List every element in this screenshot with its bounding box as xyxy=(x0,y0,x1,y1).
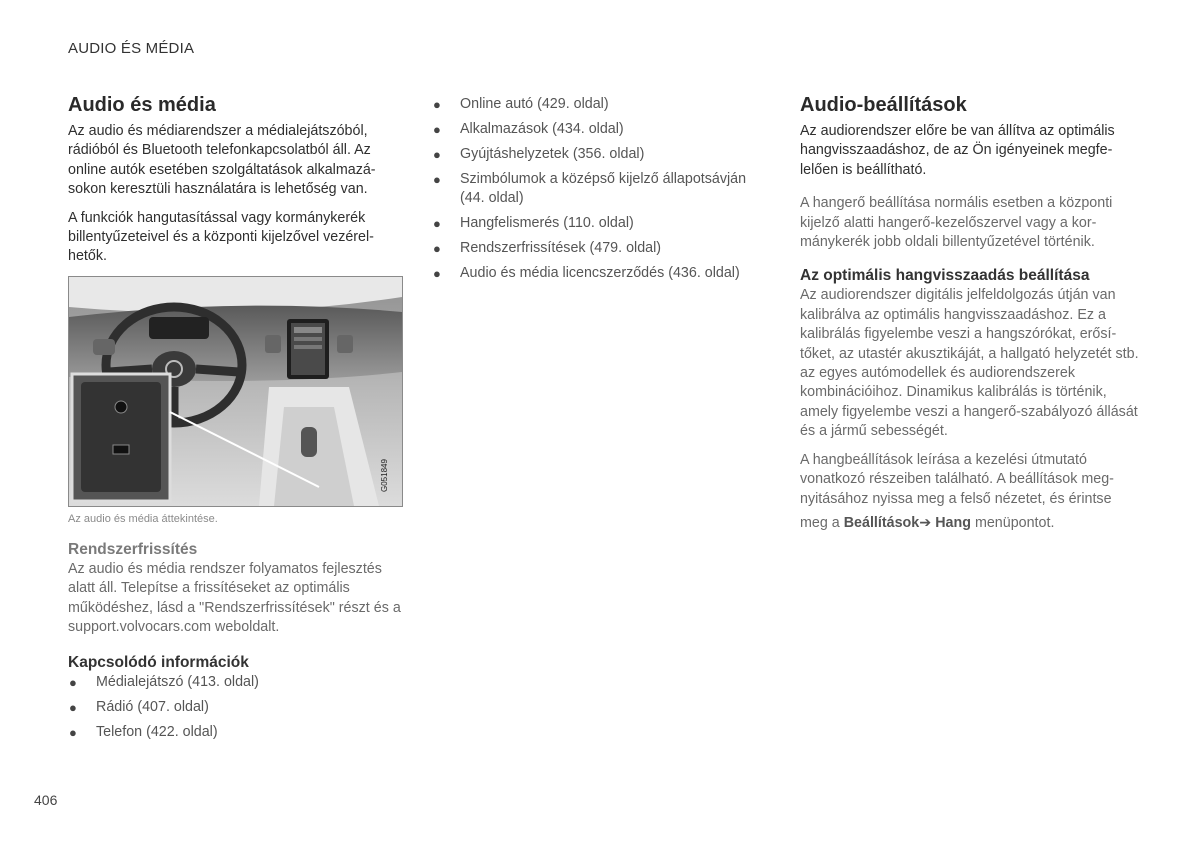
list-item[interactable]: ● Telefon (422. oldal) xyxy=(68,723,403,742)
intro-paragraph: Az audio és médiarendszer a médialejátszóból, rádióból és Bluetooth telefonkapcsolatból áll. Az online autók esetében szolgáltatások alkalmazá-sokon keresztüli használatára is lehetőség van. xyxy=(68,123,376,198)
list-item[interactable]: ● Audio és média licencszerződés (436. oldal) xyxy=(432,264,772,283)
list-item[interactable]: ● Gyújtáshelyzetek (356. oldal) xyxy=(432,145,772,164)
bullet-icon: ● xyxy=(69,700,77,716)
bullet-icon: ● xyxy=(433,265,441,281)
optimal-sound-text: Az audiorendszer digitális jelfeldolgozás útján van kalibrálva az optimális hangvisszaadáshoz. Ez a kalibrálás figyelembe veszi a hangszórókat, erősí-tőket, az utastér akusztikáját, a hallgató helyzetét stb. az egyes autómodellek és audiorendszerek kombinációihoz. Dinamikus kalibrálás is történik, amely figyelembe veszi a hangerő-szabályozó állását és a jármű sebességét. xyxy=(800,287,1139,440)
audio-settings-title: Audio-beállítások xyxy=(800,94,967,116)
dashboard-drawing xyxy=(69,277,402,506)
related-info-list-continued xyxy=(432,95,772,283)
related-info-list xyxy=(68,673,403,742)
list-item[interactable]: ● Hangfelismerés (110. oldal) xyxy=(432,214,772,233)
page-number: 406 xyxy=(34,792,58,808)
bullet-icon: ● xyxy=(433,171,441,187)
related-info-heading: Kapcsolódó információk xyxy=(68,654,249,672)
bullet-icon: ● xyxy=(433,146,441,162)
list-item[interactable]: ● Alkalmazások (434. oldal) xyxy=(432,120,772,139)
bullet-icon: ● xyxy=(433,97,441,112)
column-middle xyxy=(432,95,772,289)
list-item[interactable]: ● Szimbólumok a középső kijelző állapotsávján (44. oldal) xyxy=(433,170,747,207)
dashboard-illustration xyxy=(68,276,403,507)
volume-paragraph: A hangerő beállítása normális esetben a központi kijelző alatti hangerő-kezelőszervel vagy a kor-mánykerék jobb oldali billentyűzetével történik. xyxy=(800,195,1113,251)
system-update-text: Az audio és média rendszer folyamatos fejlesztés alatt áll. Telepítse a frissítéseket az optimális működéshez, lásd a "Rendszerfrissítések" részt és a support.volvocars.com weboldalt. xyxy=(68,560,401,636)
bullet-icon: ● xyxy=(433,216,441,232)
figure-caption: Az audio és média áttekintése. xyxy=(68,512,218,525)
menu-settings-link[interactable]: Beállítások xyxy=(843,514,920,531)
list-item[interactable]: ● Médialejátszó (413. oldal) xyxy=(68,673,403,692)
bullet-icon: ● xyxy=(69,725,77,741)
optimal-sound-heading: Az optimális hangvisszaadás beállítása xyxy=(800,267,1090,285)
list-item[interactable]: ● Rendszerfrissítések (479. oldal) xyxy=(432,239,772,258)
bullet-icon: ● xyxy=(433,121,441,137)
page-title: Audio és média xyxy=(68,94,216,116)
list-item[interactable]: ● Online autó (429. oldal) xyxy=(432,95,772,114)
arrow-right-icon: ➔ xyxy=(919,514,932,531)
bullet-icon: ● xyxy=(433,240,441,256)
bullet-icon: ● xyxy=(69,675,77,691)
settings-paragraph: A hangbeállítások leírása a kezelési útmutató vonatkozó részeiben található. A beállítások meg-nyitásához nyissa meg a felső nézetet, és érintse xyxy=(800,451,1114,507)
settings-menu-path: meg a Beállítások➔ Hang menüpontot. xyxy=(800,514,1055,531)
section-header: AUDIO ÉS MÉDIA xyxy=(68,40,195,57)
list-item[interactable]: ● Rádió (407. oldal) xyxy=(68,698,403,717)
system-update-heading: Rendszerfrissítés xyxy=(68,540,198,558)
control-paragraph: A funkciók hangutasítással vagy kormánykerék billentyűzeteivel és a központi kijelzővel vezérel-hetők. xyxy=(68,209,374,265)
column-right xyxy=(800,92,1140,542)
menu-sound-link[interactable]: Hang xyxy=(935,514,971,531)
figure-code: G051849 xyxy=(380,458,389,492)
audio-settings-intro: Az audiorendszer előre be van állítva az optimális hangvisszaadáshoz, de az Ön igényeinek megfe-lelően is beállítható. xyxy=(800,123,1115,178)
column-left xyxy=(68,92,403,748)
